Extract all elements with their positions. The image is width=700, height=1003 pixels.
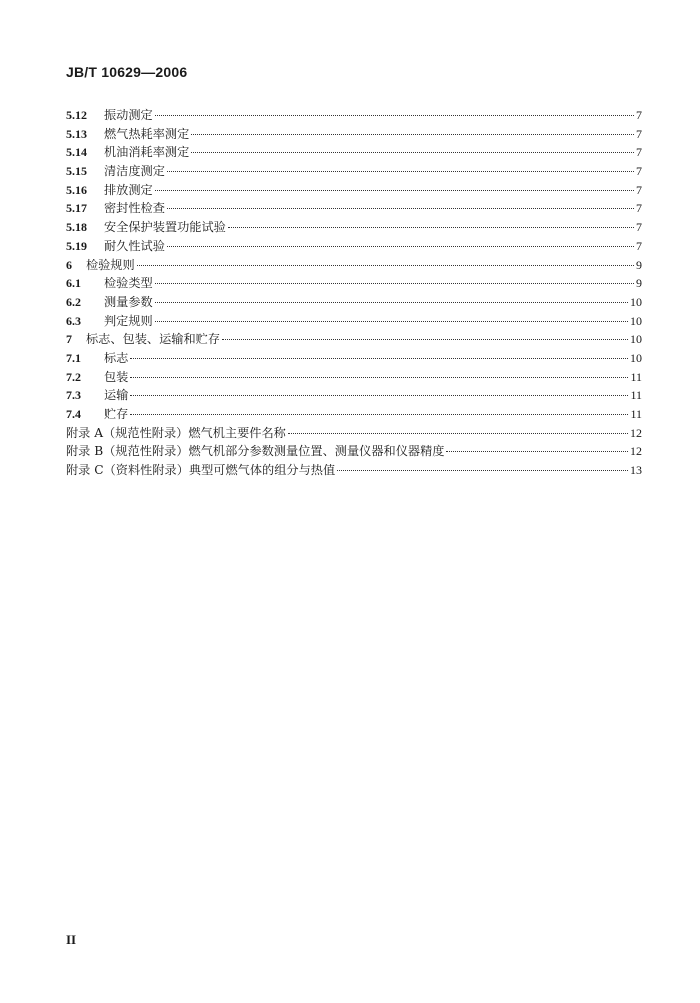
toc-entry[interactable]: [66, 293, 642, 312]
dot-leader: [130, 395, 628, 396]
toc-entry-number: 5.15: [66, 164, 87, 179]
toc-entry-title: 贮存: [104, 407, 129, 421]
toc-entry-title: 耐久性试验: [104, 238, 165, 253]
toc-entry[interactable]: [66, 106, 642, 125]
toc-entry[interactable]: [66, 125, 642, 144]
dot-leader: [288, 433, 628, 434]
dot-leader: [130, 358, 628, 359]
toc-entry-number: 5.17: [66, 201, 87, 216]
toc-entry-page: 12: [630, 444, 642, 459]
toc-entry[interactable]: [66, 143, 642, 162]
toc-entry-number: 5.12: [66, 108, 87, 122]
toc-entry-title: 机油消耗率测定: [104, 145, 190, 160]
toc-entry[interactable]: [66, 330, 642, 349]
toc-entry-page: 7: [636, 238, 642, 253]
toc-entry[interactable]: [66, 424, 642, 443]
dot-leader: [155, 302, 628, 303]
toc-entry[interactable]: [66, 312, 642, 331]
toc-entry[interactable]: [66, 405, 642, 424]
toc-entry-title: 振动测定: [104, 108, 153, 122]
toc-entry-number: 5.18: [66, 220, 87, 235]
toc-entry-title: 附录 C（资料性附录）典型可燃气体的组分与热值: [66, 463, 336, 478]
toc-entry[interactable]: [66, 386, 642, 405]
toc-entry-number: 7: [66, 332, 72, 347]
dot-leader: [167, 246, 634, 247]
toc-entry-title: 清洁度测定: [104, 164, 165, 179]
toc-entry[interactable]: [66, 442, 642, 461]
toc-entry-number: 7.4: [66, 407, 81, 421]
toc-entry[interactable]: [66, 199, 642, 218]
toc-entry-page: 11: [630, 407, 642, 421]
toc-entry[interactable]: [66, 162, 642, 181]
toc-entry-title: 密封性检查: [104, 201, 165, 216]
dot-leader: [167, 208, 634, 209]
toc-entry-page: 10: [630, 332, 642, 347]
dot-leader: [155, 190, 634, 191]
dot-leader: [191, 152, 634, 153]
toc-entry-page: 7: [636, 164, 642, 179]
toc-entry-number: 7.3: [66, 388, 81, 403]
toc-entry-title: 标志: [104, 350, 129, 365]
toc-entry-number: 7.1: [66, 350, 81, 365]
toc-entry-title: 检验规则: [86, 257, 135, 272]
toc-entry-title: 运输: [104, 388, 129, 403]
toc-entry-title: 安全保护装置功能试验: [104, 220, 226, 235]
toc-entry-title: 判定规则: [104, 313, 153, 328]
toc-entry[interactable]: [66, 274, 642, 293]
dot-leader: [228, 227, 634, 228]
toc-entry-number: 5.16: [66, 182, 87, 197]
dot-leader: [155, 115, 634, 116]
toc-entry-page: 7: [636, 201, 642, 216]
toc-entry-title: 标志、包装、运输和贮存: [86, 332, 221, 347]
dot-leader: [337, 470, 628, 471]
toc-entry-page: 9: [636, 257, 642, 272]
dot-leader: [222, 339, 628, 340]
toc-entry[interactable]: [66, 237, 642, 256]
page-number: II: [66, 932, 77, 947]
toc-entry-number: 5.14: [66, 145, 87, 160]
toc-entry-page: 7: [636, 108, 642, 122]
toc-entry-title: 附录 A（规范性附录）燃气机主要件名称: [66, 425, 286, 440]
dot-leader: [130, 377, 628, 378]
dot-leader: [167, 171, 634, 172]
toc-entry-number: 6.2: [66, 294, 81, 309]
toc-entry-page: 7: [636, 126, 642, 141]
toc-entry[interactable]: [66, 349, 642, 368]
toc-entry-number: 5.13: [66, 126, 87, 141]
dot-leader: [446, 451, 628, 452]
dot-leader: [155, 283, 634, 284]
toc-entry-title: 排放测定: [104, 182, 153, 197]
toc-entry[interactable]: [66, 181, 642, 200]
toc-entry-number: 7.2: [66, 369, 81, 384]
table-of-contents: [66, 106, 642, 480]
toc-entry[interactable]: [66, 218, 642, 237]
toc-entry[interactable]: [66, 256, 642, 275]
toc-entry-page: 7: [636, 220, 642, 235]
toc-entry-page: 12: [630, 425, 642, 440]
toc-entry-page: 10: [630, 350, 642, 365]
toc-entry[interactable]: [66, 461, 642, 480]
toc-entry-page: 11: [630, 369, 642, 384]
toc-entry-page: 9: [636, 276, 642, 291]
toc-entry-page: 7: [636, 145, 642, 160]
dot-leader: [155, 321, 628, 322]
toc-entry-number: 6: [66, 257, 72, 272]
toc-entry-number: 6.1: [66, 276, 81, 291]
toc-entry-page: 10: [630, 313, 642, 328]
toc-entry-title: 燃气热耗率测定: [104, 126, 190, 141]
dot-leader: [137, 265, 634, 266]
toc-entry-page: 7: [636, 182, 642, 197]
toc-entry[interactable]: [66, 368, 642, 387]
toc-entry-title: 附录 B（规范性附录）燃气机部分参数测量位置、测量仪器和仪器精度: [66, 444, 445, 459]
toc-entry-title: 检验类型: [104, 276, 153, 291]
toc-entry-title: 包装: [104, 369, 129, 384]
toc-entry-number: 5.19: [66, 238, 87, 253]
dot-leader: [130, 414, 628, 415]
document-id: JB/T 10629—2006: [66, 64, 188, 80]
toc-entry-title: 测量参数: [104, 294, 153, 309]
dot-leader: [191, 134, 634, 135]
toc-entry-page: 11: [630, 388, 642, 403]
toc-entry-page: 13: [630, 463, 642, 478]
toc-entry-page: 10: [630, 294, 642, 309]
toc-entry-number: 6.3: [66, 313, 81, 328]
